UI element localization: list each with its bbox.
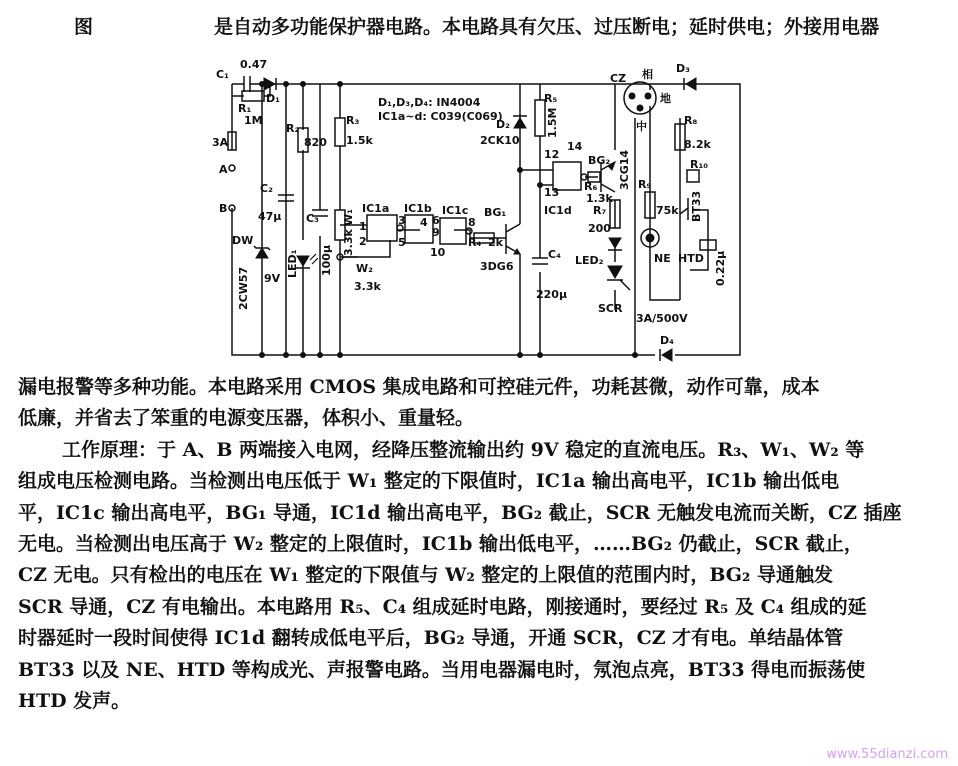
resistor-r10 <box>687 170 699 182</box>
label-r6: R₆ <box>584 180 598 193</box>
label-w2: W₂ <box>356 262 373 275</box>
desc-line-8: SCR 导通，CZ 有电输出。本电路用 R₅、C₄ 组成延时电路，刚接通时，要经过 R₅ 及 C₄ 组成的延 <box>18 595 867 618</box>
label-pin3: 3 <box>398 214 406 227</box>
label-c2: C₃ <box>306 212 319 225</box>
label-c4-val: 220μ <box>536 288 568 301</box>
description-text <box>18 372 948 717</box>
figure-label: 图 <box>74 16 94 38</box>
resistor-r1 <box>242 91 264 101</box>
label-led1: LED₁ <box>286 249 299 278</box>
desc-line-7: CZ 无电。只有检出的电压在 W₁ 整定的下限值与 W₂ 整定的上限值的范围内时，BG₂ 导通触发 <box>18 564 833 587</box>
ujt-bt33 <box>680 198 688 220</box>
label-bg1: BG₁ <box>484 206 507 219</box>
label-r4: R₄ <box>468 236 482 249</box>
label-r2: R₂ <box>286 122 300 135</box>
label-dw-part: 2CW57 <box>237 266 250 310</box>
desc-line-4: 组成电压检测电路。当检测出电压低于 W₁ 整定的下限值时，IC1a 输出高电平，IC1b 输出低电 <box>18 470 840 493</box>
label-r9-val: 75k <box>656 204 679 217</box>
label-pin4: 4 <box>420 216 428 229</box>
label-c1: C₁ <box>216 68 229 81</box>
terminal-a <box>229 165 235 171</box>
led-led1 <box>296 254 318 268</box>
label-cz: CZ <box>610 72 627 85</box>
label-scr: SCR <box>598 302 623 315</box>
capacitor-c4 <box>532 258 548 264</box>
desc-line-3: 工作原理：于 A、B 两端接入电网，经降压整流输出约 9V 稳定的直流电压。R₃、W₁、W₂ 等 <box>62 438 865 461</box>
label-bt33: BT33 <box>690 190 703 222</box>
label-pin13: 13 <box>544 186 560 199</box>
label-r5-val: 1.5M <box>546 107 559 138</box>
label-pin1: 1 <box>359 220 367 233</box>
label-r2-val: 820 <box>304 136 327 149</box>
label-r4-val: 2k <box>488 236 503 249</box>
label-dw: DW <box>232 234 254 247</box>
label-pin6: 6 <box>432 214 440 227</box>
label-d1: D₁ <box>266 92 280 105</box>
label-scr-val: 3A/500V <box>636 312 688 325</box>
watermark: www.55dianzi.com <box>826 747 948 762</box>
label-r3: R₃ <box>346 114 360 127</box>
label-d2-part: 2CK10 <box>480 134 520 147</box>
desc-line-5: 平，IC1c 输出高电平，BG₁ 导通，IC1d 输出高电平，BG₂ 截止，SCR 无触发电流而关断，CZ 插座 <box>18 501 902 524</box>
label-socket-phase: 相 <box>642 68 653 81</box>
label-r10: R₁₀ <box>690 158 709 171</box>
label-c3-val: 47μ <box>258 210 282 223</box>
label-r7: R₇ <box>593 204 607 217</box>
label-bg2: BG₂ <box>588 154 611 167</box>
label-w2-val: 3.3k <box>354 280 381 293</box>
label-fuse: 3A <box>212 136 229 149</box>
label-ic-list: D₁,D₃,D₄: IN4004 <box>378 96 481 109</box>
label-ic1c: IC1c <box>442 204 469 217</box>
label-htd: HTD <box>678 252 704 265</box>
label-r7-val: 200 <box>588 222 611 235</box>
label-r6-val: 1.3k <box>586 192 613 205</box>
label-term-a: A <box>219 163 228 176</box>
label-pin2: 2 <box>359 235 367 248</box>
diode-d2 <box>513 116 527 128</box>
desc-line-6: 无电。当检测出电压高于 W₂ 整定的上限值时，IC1b 输出低电平，……BG₂ 仍截止，SCR 截止， <box>18 533 863 556</box>
desc-line-9: 时器延时一段时间使得 IC1d 翻转成低电平后，BG₂ 导通，开通 SCR，CZ 才有电。单结晶体管 <box>18 627 844 650</box>
label-c3: C₂ <box>260 182 273 195</box>
label-r1-val: 1M <box>244 114 263 127</box>
label-pin10: 10 <box>430 246 446 259</box>
label-c4: C₄ <box>548 248 561 261</box>
label-pin14: 14 <box>567 140 583 153</box>
label-d4: D₄ <box>660 334 674 347</box>
label-r5: R₅ <box>544 92 558 105</box>
label-socket-ground: 地 <box>660 92 671 105</box>
resistor-r5 <box>535 100 545 136</box>
label-ic-part: IC1a~d: C039(C069) <box>378 110 503 123</box>
socket-cz <box>624 82 656 114</box>
label-c1-val: 0.47 <box>240 58 268 71</box>
label-ne: NE <box>654 252 671 265</box>
desc-line-1: 漏电报警等多种功能。本电路采用 CMOS 集成电路和可控硅元件，功耗甚微，动作可靠，成本 <box>18 376 820 398</box>
intro-text: 是自动多功能保护器电路。本电路具有欠压、过压断电；延时供电；外接用电器 <box>214 16 880 38</box>
label-pin12: 12 <box>544 148 560 161</box>
scr-thyristor <box>607 266 630 290</box>
led-led2 <box>608 238 622 250</box>
label-term-b: B <box>219 202 228 215</box>
label-c2-val: 100μ <box>320 244 333 276</box>
desc-line-10: BT33 以及 NE、HTD 等构成光、声报警电路。当用电器漏电时，氖泡点亮，BT33 得电而振荡使 <box>18 658 866 681</box>
label-w1-val: 3.3k <box>342 229 355 256</box>
label-r9: R₉ <box>638 178 652 191</box>
label-bg2-part: 3CG14 <box>618 149 631 190</box>
label-led2: LED₂ <box>575 254 604 267</box>
label-dw-val: 9V <box>264 272 281 285</box>
label-r8: R₈ <box>684 114 698 127</box>
gate-ic1b <box>405 215 433 243</box>
label-w1: W₁ <box>342 209 355 226</box>
diode-d3 <box>684 78 696 90</box>
label-ic1d: IC1d <box>544 204 572 217</box>
label-r8-val: 8.2k <box>684 138 711 151</box>
label-r3-val: 1.5k <box>346 134 373 147</box>
label-pin8: 8 <box>468 216 476 229</box>
label-ic1a: IC1a <box>362 202 390 215</box>
label-pin5: 5 <box>398 236 406 249</box>
label-bg1-part: 3DG6 <box>480 260 514 273</box>
resistor-r3 <box>335 118 345 146</box>
diode-d4 <box>660 349 672 361</box>
label-socket-neutral: 中 <box>636 120 647 133</box>
desc-line-2: 低廉，并省去了笨重的电源变压器，体积小、重量轻。 <box>18 407 475 430</box>
label-ic1b: IC1b <box>404 202 432 215</box>
label-pin9: 9 <box>432 226 440 239</box>
label-d2: D₂ <box>496 118 510 131</box>
circuit-diagram <box>0 0 958 370</box>
label-r1: R₁ <box>238 102 252 115</box>
label-d3: D₃ <box>676 62 690 75</box>
desc-line-11: HTD 发声。 <box>18 690 131 713</box>
label-c5-val: 0.22μ <box>714 250 727 286</box>
transistor-bg1 <box>506 224 520 254</box>
zener-dw <box>254 246 270 258</box>
